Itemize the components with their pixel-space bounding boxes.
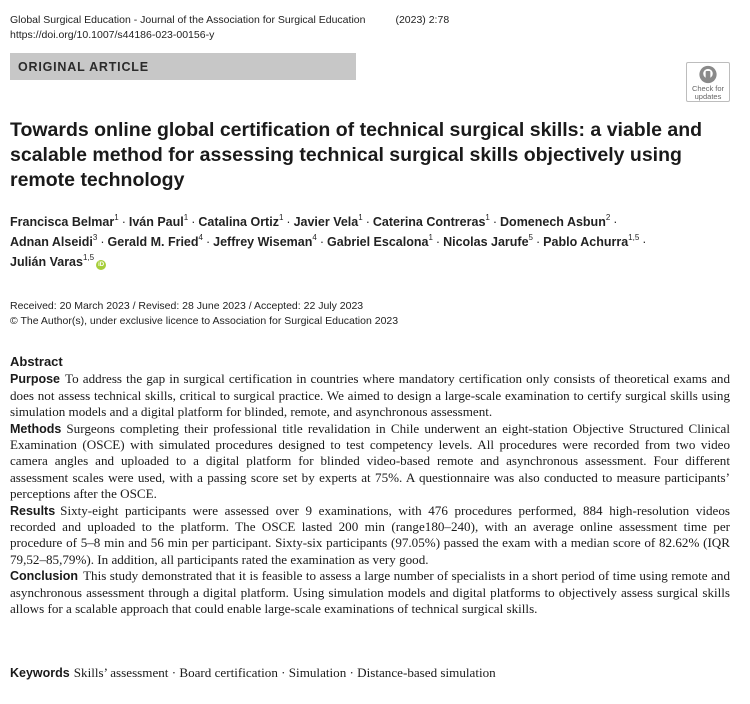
results-text: Sixty-eight participants were assessed over 9 examinations, with 476 procedures performed, 884 high-resolution videos recorded and uploaded to the platform. The OSCE lasted 200 min (range180–240), with an average online assessment time per procedure of 5–8 min and 56 min per participant. Sixty-six participants (97.05%) passed the exam with a median score of 82.62% (IQR 79,52–85,79%). In addition, all participants rated the examination as very good. [10, 502, 730, 567]
author-affiliation: 1,5 [628, 233, 640, 242]
abstract-section [10, 354, 730, 618]
methods-text: Surgeons completing their professional title revalidation in Chile underwent an eight-station Objective Structured Clinical Examination (OSCE) with simulated procedures designed to test competency levels. All procedures were recorded from two video camera angles and uploaded to a digital platform for blinded video-based remote and asynchronous assessment. Four different assessment scales were used, with a passing score set by experts at 75%. A questionnaire was also conducted to measure participants’ perceptions after the OSCE. [10, 420, 730, 502]
author-affiliation: 4 [312, 233, 317, 242]
check-for-updates-badge[interactable] [686, 62, 730, 102]
author-affiliation: 3 [92, 233, 98, 242]
author-affiliation: 5 [528, 233, 533, 242]
conclusion-label: Conclusion [10, 569, 79, 584]
author-affiliation: 1,5 [82, 253, 95, 262]
abstract-purpose [10, 371, 730, 420]
author-name[interactable]: Nicolas Jarufe [443, 235, 529, 249]
results-label: Results [10, 503, 56, 518]
methods-label: Methods [10, 421, 62, 436]
copyright-notice: © The Author(s), under exclusive licence to Association for Surgical Education 2023 [10, 315, 399, 327]
history-dates: Received: 20 March 2023 / Revised: 28 June 2023 / Accepted: 22 July 2023 [10, 300, 364, 312]
orcid-icon[interactable]: iD [98, 262, 105, 268]
doi-link[interactable]: https://doi.org/10.1007/s44186-023-00156-y [10, 28, 215, 41]
author-affiliation: 1 [358, 213, 363, 222]
author-affiliation: 4 [198, 233, 203, 242]
author-name[interactable]: Iván Paul [128, 215, 184, 229]
author-name[interactable]: Caterina Contreras [372, 215, 486, 229]
check-for-updates-icon [697, 65, 719, 84]
author-name[interactable]: Jeffrey Wiseman [213, 235, 313, 249]
abstract-heading: Abstract [10, 354, 63, 369]
author-name[interactable]: Pablo Achurra [543, 235, 629, 249]
journal-header [10, 12, 449, 42]
journal-volume: (2023) 2:78 [395, 13, 450, 26]
author-name[interactable]: Gerald M. Fried [107, 235, 199, 249]
article-dates [10, 299, 398, 329]
journal-name: Global Surgical Education - Journal of the Association for Surgical Education [10, 13, 366, 26]
author-affiliation: 1 [114, 213, 119, 222]
author-name[interactable]: Domenech Asbun [500, 215, 606, 229]
abstract-conclusion [10, 568, 730, 617]
conclusion-text: This study demonstrated that it is feasible to assess a large number of specialists in a short period of time using remote and asynchronous assessment through a digital platform. Using simulation models and digital platforms to objectively assess surgical skills allows for a scalable approach that could enable large-scale examinations of technical surgical skills. [10, 568, 730, 617]
abstract-results [10, 503, 730, 569]
purpose-text: To address the gap in surgical certification in countries where mandatory certification only consists of theoretical exams and does not assess technical skills, critical to surgical practice. We aimed to design a large-scale examination to certify surgical skills using simulation models and a digital platform for blinded, remote, and asynchronous assessment. [10, 371, 730, 420]
author-affiliation: 1 [428, 233, 433, 242]
purpose-label: Purpose [10, 372, 61, 387]
abstract-methods [10, 421, 730, 503]
author-name[interactable]: Francisca Belmar [10, 215, 115, 229]
author-name[interactable]: Gabriel Escalona [327, 235, 429, 249]
badge-line2: updates [694, 92, 722, 101]
author-affiliation: 1 [278, 213, 284, 222]
keywords-text: Skills’ assessment · Board certification · Simulation · Distance-based simulation [73, 665, 496, 680]
author-affiliation: 2 [605, 213, 611, 222]
author-name[interactable]: Javier Vela [293, 215, 359, 229]
author-name[interactable]: Catalina Ortiz [198, 215, 279, 229]
author-name[interactable]: Julián Varas [10, 255, 83, 269]
author-list: Francisca Belmar$^1$ · Iván Paul$^1$ · Catalina Ortiz$^1$ · Javier Vela$^1$ · Caterina Contreras$^1$ · Domenech Asbun$^2$ · Adnan Alseidi$^3$ · Gerald M. Fried$^4$ · Jeffrey Wiseman$^4$ · Gabriel Escalona$^1$ · Nicolas Jarufe$^5$ · Pablo Achurra$^{1,5}$ · Julián Varas$^{1,5}$iD [10, 213, 647, 269]
author-affiliation: 1 [183, 213, 189, 222]
keywords-label: Keywords [10, 666, 70, 680]
author-name[interactable]: Adnan Alseidi [10, 235, 93, 249]
author-affiliation: 1 [485, 213, 490, 222]
keywords-line [10, 665, 496, 681]
badge-line1: Check for [691, 84, 725, 93]
article-type-banner: ORIGINAL ARTICLE [10, 53, 356, 80]
article-title: Towards online global certification of technical surgical skills: a viable and scalable method for assessing technical surgical skills objectively using remote technology [10, 119, 703, 191]
